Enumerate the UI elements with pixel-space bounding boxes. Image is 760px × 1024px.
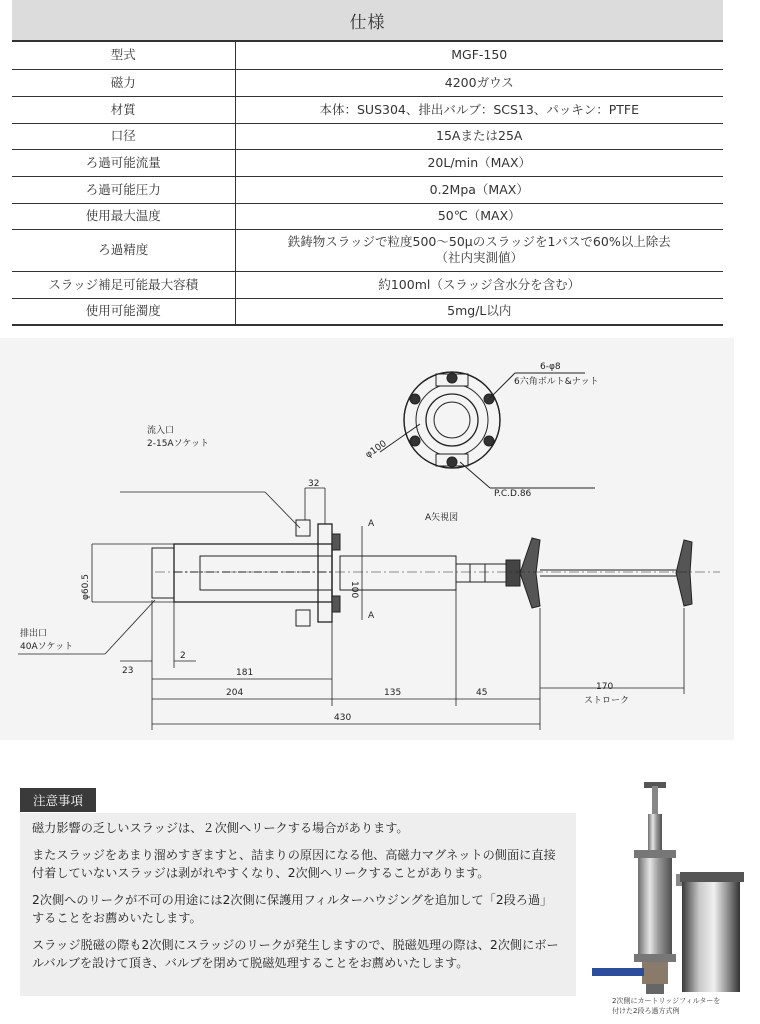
spec-label: ろ過可能圧力 xyxy=(12,176,235,203)
dimension-lines xyxy=(18,488,684,730)
outlet-label: 排出口 xyxy=(20,629,48,639)
note-paragraph: 2次側へのリークが不可の用途には2次側に保護用フィルターハウジングを追加して「2段ろ過」することをお薦めいたします。 xyxy=(32,893,553,925)
spec-label: 使用可能濁度 xyxy=(12,298,235,325)
product-photo xyxy=(582,778,752,996)
dim-430: 430 xyxy=(334,713,352,723)
spec-label: ろ過精度 xyxy=(12,229,235,271)
dim-204: 204 xyxy=(226,688,244,698)
spec-title: 仕様 xyxy=(12,0,723,42)
dim-60-5: φ60.5 xyxy=(81,574,91,600)
dim-181: 181 xyxy=(236,668,254,678)
notes-box xyxy=(20,813,576,996)
table-row xyxy=(12,298,723,325)
dim-170: 170 xyxy=(596,682,614,692)
bolt-desc-label: 6六角ボルト&ナット xyxy=(514,377,599,387)
spec-label: 使用最大温度 xyxy=(12,203,235,229)
view-label: A矢視図 xyxy=(425,513,459,523)
spec-value-line2: （社内実測値） xyxy=(435,250,523,265)
dim-2: 2 xyxy=(180,651,186,661)
spec-label: 磁力 xyxy=(12,69,235,96)
outlet-socket-label: 40Aソケット xyxy=(20,642,74,652)
notes-title: 注意事項 xyxy=(20,788,96,812)
spec-value: 20L/min（MAX） xyxy=(235,149,723,176)
spec-value: 本体：SUS304、排出バルブ：SCS13、パッキン：PTFE xyxy=(235,96,723,123)
spec-table xyxy=(12,42,723,326)
photo-caption xyxy=(612,996,760,1016)
note-paragraph: スラッジ脱磁の際も2次側にスラッジのリークが発生しますので、脱磁処理の際は、2次側にボールバルブを設けて頂き、バルブを閉めて脱磁処理することをお薦めいたします。 xyxy=(32,938,559,970)
section-mark-top: A xyxy=(368,519,375,529)
spec-value: 0.2Mpa（MAX） xyxy=(235,176,723,203)
dim-135: 135 xyxy=(384,688,402,698)
drawing-svg xyxy=(0,338,734,740)
photo-caption-line1: 2次側にカートリッジフィルターを xyxy=(612,997,721,1005)
table-row xyxy=(12,229,723,271)
table-row xyxy=(12,123,723,149)
dim-45: 45 xyxy=(476,688,488,698)
note-paragraph: 磁力影響の乏しいスラッジは、２次側へリークする場合があります。 xyxy=(32,821,409,835)
inlet-label: 流入口 xyxy=(147,426,175,436)
spec-value-line1: 鉄鋳物スラッジで粒度500～50μのスラッジを1パスで60%以上除去 xyxy=(287,234,671,249)
spec-label: ろ過可能流量 xyxy=(12,149,235,176)
dim-100: 100 xyxy=(349,581,359,599)
spec-value: 50℃（MAX） xyxy=(235,203,723,229)
dim-32: 32 xyxy=(308,479,320,489)
flange-end-view xyxy=(380,372,595,488)
table-row xyxy=(12,69,723,96)
spec-value: 4200ガウス xyxy=(235,69,723,96)
spec-label: スラッジ補足可能最大容積 xyxy=(12,271,235,298)
technical-drawing xyxy=(0,338,734,740)
diameter-label: φ100 xyxy=(363,439,389,461)
spec-value xyxy=(235,229,723,271)
inlet-socket-label: 2-15Aソケット xyxy=(147,439,210,449)
note-paragraph: またスラッジをあまり溜めすぎますと、詰まりの原因になる他、高磁力マグネットの側面に直接付着していないスラッジは剥がれやすくなり、2次側へリークすることがあります。 xyxy=(32,848,556,880)
table-row xyxy=(12,149,723,176)
spec-label: 材質 xyxy=(12,96,235,123)
bolt-spec-label: 6-φ8 xyxy=(540,362,561,372)
table-row xyxy=(12,176,723,203)
pcd-label: P.C.D.86 xyxy=(494,489,532,499)
spec-value: 5mg/L以内 xyxy=(235,298,723,325)
spec-value: MGF-150 xyxy=(235,42,723,69)
body-side-view xyxy=(152,520,720,626)
spec-value: 約100ml（スラッジ含水分を含む） xyxy=(235,271,723,298)
stroke-label: ストローク xyxy=(584,696,630,706)
photo-caption-line2: 付けた2段ろ過方式例 xyxy=(612,1007,680,1015)
spec-label: 型式 xyxy=(12,42,235,69)
table-row xyxy=(12,42,723,69)
spec-label: 口径 xyxy=(12,123,235,149)
dim-23: 23 xyxy=(122,666,134,676)
table-row xyxy=(12,203,723,229)
spec-value: 15Aまたは25A xyxy=(235,123,723,149)
table-row xyxy=(12,96,723,123)
product-photo-svg xyxy=(582,778,752,996)
table-row xyxy=(12,271,723,298)
section-mark-bottom: A xyxy=(368,611,375,621)
